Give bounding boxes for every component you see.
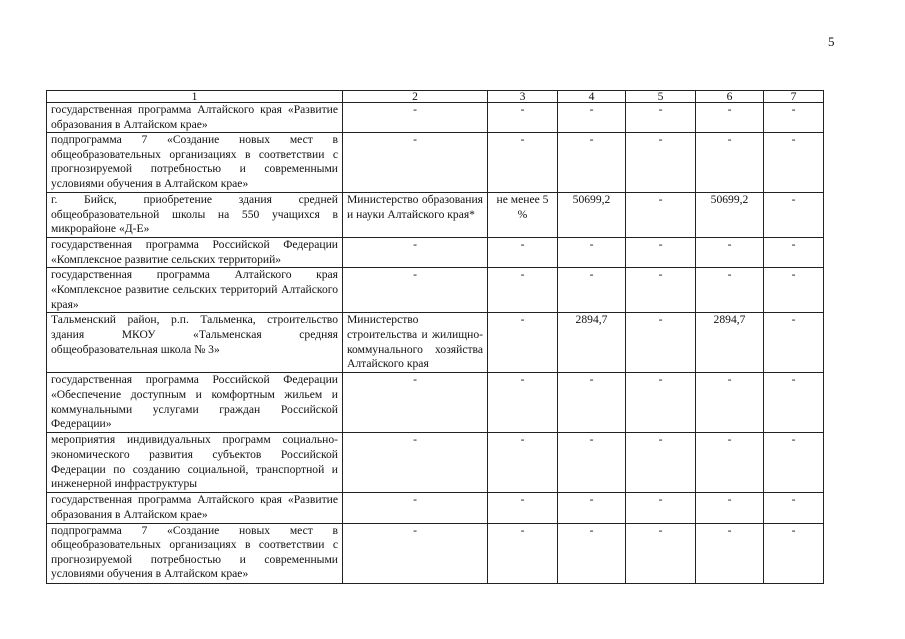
- row-col3: не менее 5 %: [488, 193, 558, 238]
- row-ministry: Министерство образования и науки Алтайского края*: [343, 193, 488, 238]
- row-col5: -: [626, 103, 696, 133]
- row-col4: -: [558, 133, 626, 193]
- table-row: [47, 493, 824, 523]
- row-col3: -: [488, 433, 558, 493]
- row-col5: -: [626, 493, 696, 523]
- row-col7: -: [764, 433, 824, 493]
- row-col5: -: [626, 523, 696, 583]
- row-col6: 50699,2: [696, 193, 764, 238]
- row-title: государственная программа Алтайского края «Комплексное развитие сельских территорий Алтайского края»: [47, 268, 343, 313]
- header-cell: 5: [626, 91, 696, 103]
- row-col4: -: [558, 433, 626, 493]
- row-ministry: Министерство строительства и жилищно-коммунального хозяйства Алтайского края: [343, 313, 488, 373]
- row-col5: -: [626, 313, 696, 373]
- row-col5: -: [626, 238, 696, 268]
- header-cell: 4: [558, 91, 626, 103]
- row-col6: -: [696, 433, 764, 493]
- row-col4: -: [558, 103, 626, 133]
- row-col6: -: [696, 103, 764, 133]
- header-cell: 6: [696, 91, 764, 103]
- table-row: [47, 313, 824, 373]
- row-col7: -: [764, 523, 824, 583]
- row-col7: -: [764, 313, 824, 373]
- row-col5: -: [626, 433, 696, 493]
- row-title: Тальменский район, р.п. Тальменка, строительство здания МКОУ «Тальменская средняя общеобразовательная школа № 3»: [47, 313, 343, 373]
- row-col3: -: [488, 268, 558, 313]
- header-row: [47, 91, 824, 103]
- page-number: 5: [828, 34, 835, 49]
- row-col5: -: [626, 133, 696, 193]
- header-cell: 1: [47, 91, 343, 103]
- row-col6: 2894,7: [696, 313, 764, 373]
- row-title: государственная программа Алтайского края «Развитие образования в Алтайском крае»: [47, 493, 343, 523]
- row-title: государственная программа Российской Федерации «Обеспечение доступным и комфортным жильем и коммунальными услугами граждан Российской Федерации»: [47, 373, 343, 433]
- row-title: государственная программа Алтайского края «Развитие образования в Алтайском крае»: [47, 103, 343, 133]
- row-ministry: -: [343, 493, 488, 523]
- row-col4: 2894,7: [558, 313, 626, 373]
- document-table: [46, 90, 824, 584]
- row-col6: -: [696, 133, 764, 193]
- table-row: [47, 373, 824, 433]
- row-ministry: -: [343, 103, 488, 133]
- row-ministry: -: [343, 238, 488, 268]
- row-col5: -: [626, 268, 696, 313]
- row-col6: -: [696, 238, 764, 268]
- row-col6: -: [696, 268, 764, 313]
- row-col4: -: [558, 268, 626, 313]
- row-col3: -: [488, 238, 558, 268]
- table-row: [47, 523, 824, 583]
- row-col7: -: [764, 103, 824, 133]
- row-title: подпрограмма 7 «Создание новых мест в общеобразовательных организациях в соответствии с прогнозируемой потребностью и современными условиями обучения в Алтайском крае»: [47, 133, 343, 193]
- row-col7: -: [764, 268, 824, 313]
- header-cell: 2: [343, 91, 488, 103]
- row-ministry: -: [343, 133, 488, 193]
- header-cell: 7: [764, 91, 824, 103]
- row-col3: -: [488, 373, 558, 433]
- row-col7: -: [764, 493, 824, 523]
- row-col3: -: [488, 103, 558, 133]
- table-row: [47, 193, 824, 238]
- row-ministry: -: [343, 373, 488, 433]
- table-row: [47, 433, 824, 493]
- row-col4: -: [558, 523, 626, 583]
- table-row: [47, 103, 824, 133]
- row-title: мероприятия индивидуальных программ социально-экономического развития субъектов Российской Федерации по созданию социальной, транспортной и инженерной инфраструктуры: [47, 433, 343, 493]
- row-col7: -: [764, 373, 824, 433]
- row-col3: -: [488, 313, 558, 373]
- row-ministry: -: [343, 268, 488, 313]
- row-title: подпрограмма 7 «Создание новых мест в общеобразовательных организациях в соответствии с прогнозируемой потребностью и современными условиями обучения в Алтайском крае»: [47, 523, 343, 583]
- row-col6: -: [696, 493, 764, 523]
- row-title: государственная программа Российской Федерации «Комплексное развитие сельских территорий»: [47, 238, 343, 268]
- row-title: г. Бийск, приобретение здания средней общеобразовательной школы на 550 учащихся в микрорайоне «Д-Е»: [47, 193, 343, 238]
- row-col6: -: [696, 373, 764, 433]
- row-col3: -: [488, 133, 558, 193]
- table-row: [47, 133, 824, 193]
- row-col7: -: [764, 238, 824, 268]
- row-col4: 50699,2: [558, 193, 626, 238]
- row-col4: -: [558, 238, 626, 268]
- row-ministry: -: [343, 433, 488, 493]
- row-col7: -: [764, 193, 824, 238]
- row-col6: -: [696, 523, 764, 583]
- row-col5: -: [626, 373, 696, 433]
- row-col4: -: [558, 373, 626, 433]
- row-col7: -: [764, 133, 824, 193]
- row-col5: -: [626, 193, 696, 238]
- header-cell: 3: [488, 91, 558, 103]
- row-ministry: -: [343, 523, 488, 583]
- row-col4: -: [558, 493, 626, 523]
- row-col3: -: [488, 523, 558, 583]
- row-col3: -: [488, 493, 558, 523]
- table-row: [47, 268, 824, 313]
- table-row: [47, 238, 824, 268]
